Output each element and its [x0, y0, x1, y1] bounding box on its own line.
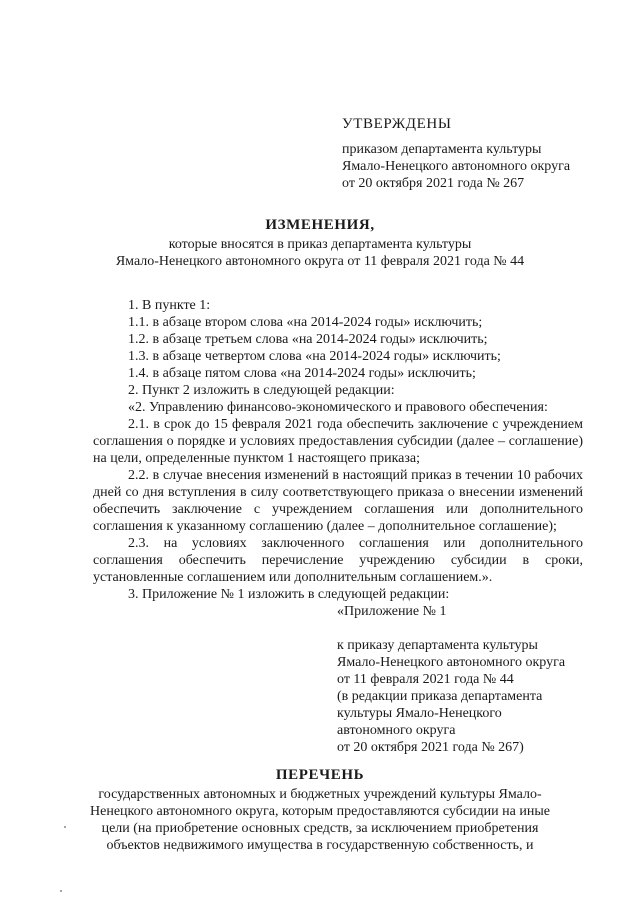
appendix-line: (в редакции приказа департамента [337, 689, 543, 704]
scan-speck [60, 890, 62, 892]
approval-title: УТВЕРЖДЕНЫ [342, 116, 452, 132]
item-2-1-line: 2.1. в срок до 15 февраля 2021 года обеспечить заключение с учреждением [128, 417, 583, 432]
appendix-line: автономного округа [337, 723, 456, 738]
list-line: Ненецкого автономного округа, которым предоставляются субсидии на иные [90, 804, 550, 819]
changes-subtitle: Ямало-Ненецкого автономного округа от 11 февраля 2021 года № 44 [115, 254, 525, 269]
appendix-line: от 20 октября 2021 года № 267) [337, 740, 524, 755]
item-3: 3. Приложение № 1 изложить в следующей редакции: [128, 587, 450, 602]
list-line: объектов недвижимого имущества в государственную собственность, и [106, 838, 534, 853]
item-1-3: 1.3. в абзаце четвертом слова «на 2014-2024 годы» исключить; [128, 349, 501, 364]
list-title: ПЕРЕЧЕНЬ [275, 767, 365, 783]
changes-subtitle: которые вносятся в приказ департамента культуры [168, 237, 472, 252]
item-2-2-line: соглашения к указанному соглашению (далее – дополнительное соглашение); [93, 519, 557, 534]
list-line: государственных автономных и бюджетных учреждений культуры Ямало- [98, 787, 542, 802]
list-line: цели (на приобретение основных средств, за исключением приобретения [101, 821, 539, 836]
item-1-4: 1.4. в абзаце пятом слова «на 2014-2024 годы» исключить; [128, 366, 476, 381]
item-2-1-line: соглашения о порядке и условиях предоставления субсидии (далее – соглашение) [93, 434, 583, 449]
item-2-3-line: соглашения обеспечить перечисление учреждению субсидии в сроки, [93, 553, 583, 568]
appendix-label: «Приложение № 1 [337, 604, 447, 619]
item-2-2-line: дней со дня вступления в силу соответствующего приказа о внесении изменений [93, 485, 583, 500]
item-2-3-line: установленные соглашением или дополнительным соглашением.». [93, 570, 493, 585]
approval-line: от 20 октября 2021 года № 267 [342, 176, 525, 191]
appendix-line: культуры Ямало-Ненецкого [337, 706, 502, 721]
appendix-line: от 11 февраля 2021 года № 44 [337, 672, 514, 687]
item-1: 1. В пункте 1: [128, 298, 211, 313]
item-2: 2. Пункт 2 изложить в следующей редакции: [128, 383, 395, 398]
item-2-3-line: 2.3. на условиях заключенного соглашения или дополнительного [128, 536, 583, 551]
item-1-1: 1.1. в абзаце втором слова «на 2014-2024 годы» исключить; [128, 315, 483, 330]
item-2-intro: «2. Управлению финансово-экономического и правового обеспечения: [128, 400, 548, 415]
appendix-line: Ямало-Ненецкого автономного округа [337, 655, 566, 670]
item-2-1-line: на цели, определенные пунктом 1 настоящего приказа; [93, 451, 421, 466]
item-2-2-line: 2.2. в случае внесения изменений в настоящий приказ в течении 10 рабочих [128, 468, 583, 483]
changes-title: ИЗМЕНЕНИЯ, [265, 217, 375, 233]
item-2-2-line: обеспечить заключение с учреждением соглашения или дополнительного [93, 502, 583, 517]
item-1-2: 1.2. в абзаце третьем слова «на 2014-2024 годы» исключить; [128, 332, 488, 347]
approval-line: приказом департамента культуры [342, 142, 542, 157]
appendix-line: к приказу департамента культуры [337, 638, 538, 653]
scan-speck [64, 826, 66, 828]
approval-line: Ямало-Ненецкого автономного округа [342, 159, 571, 174]
